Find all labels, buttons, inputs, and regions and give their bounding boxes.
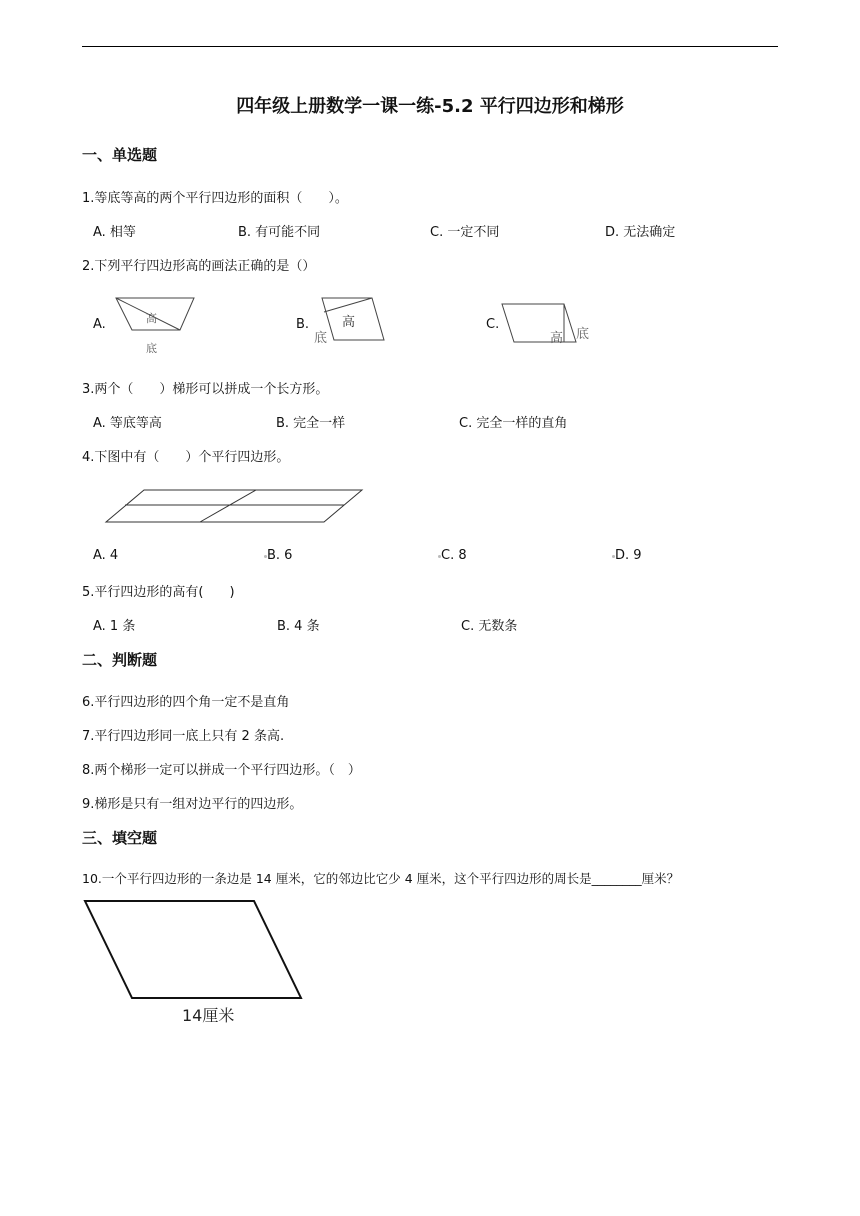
question-1: 1.等底等高的两个平行四边形的面积（ ）。 bbox=[82, 191, 348, 206]
section-heading-single-choice: 一、单选题 bbox=[82, 146, 158, 164]
q2-b-height-label: 高 bbox=[342, 315, 356, 330]
question-10: 10.一个平行四边形的一条边是 14 厘米，它的邻边比它少 4 厘米，这个平行四边形的周长是________厘米？ bbox=[82, 871, 680, 886]
question-7: 7.平行四边形同一底上只有 2 条高. bbox=[82, 729, 285, 744]
question-4: 4.下图中有（ ）个平行四边形。 bbox=[82, 450, 290, 465]
q3-option-a: A. 等底等高 bbox=[93, 416, 162, 431]
q1-option-c: C. 一定不同 bbox=[430, 225, 500, 240]
q2-a-base-label: 底 bbox=[146, 342, 157, 355]
q2-b-base-label: 底 bbox=[314, 331, 328, 346]
q2-a-height-label: 高 bbox=[146, 312, 157, 325]
q2-option-c: C. bbox=[486, 317, 500, 332]
q2-option-a: A. bbox=[93, 317, 106, 332]
q10-figure-label: 14厘米 bbox=[182, 1006, 235, 1025]
q4-option-a: A. 4 bbox=[93, 548, 119, 563]
q3-option-c: C. 完全一样的直角 bbox=[459, 416, 568, 431]
q1-option-b: B. 有可能不同 bbox=[238, 225, 321, 240]
q10-figure bbox=[82, 896, 306, 1030]
question-6: 6.平行四边形的四个角一定不是直角 bbox=[82, 695, 290, 710]
q2-option-b: B. bbox=[296, 317, 310, 332]
q5-option-a: A. 1 条 bbox=[93, 619, 136, 634]
section-heading-fill-blank: 三、填空题 bbox=[82, 829, 158, 847]
q3-option-b: B. 完全一样 bbox=[276, 416, 346, 431]
q1-option-a: A. 相等 bbox=[93, 225, 136, 240]
q4-figure bbox=[104, 486, 366, 526]
q2-c-base-label: 底 bbox=[576, 327, 590, 342]
page-title: 四年级上册数学一课一练-5.2 平行四边形和梯形 bbox=[236, 96, 624, 117]
q4-option-c: C. 8 bbox=[441, 548, 467, 563]
question-5: 5.平行四边形的高有( ) bbox=[82, 585, 235, 600]
q4-option-b: B. 6 bbox=[267, 548, 293, 563]
q2-c-height-label: 高 bbox=[550, 331, 564, 346]
q2-figure-b bbox=[310, 294, 390, 350]
q2-figure-a bbox=[108, 294, 208, 358]
question-3: 3.两个（ ）梯形可以拼成一个长方形。 bbox=[82, 382, 329, 397]
q5-option-b: B. 4 条 bbox=[277, 619, 320, 634]
q2-figure-c bbox=[498, 298, 608, 350]
header-rule bbox=[82, 46, 778, 47]
question-9: 9.梯形是只有一组对边平行的四边形。 bbox=[82, 797, 303, 812]
section-heading-true-false: 二、判断题 bbox=[82, 651, 158, 669]
q4-option-d: D. 9 bbox=[615, 548, 642, 563]
q5-option-c: C. 无数条 bbox=[461, 619, 518, 634]
q1-option-d: D. 无法确定 bbox=[605, 225, 676, 240]
question-2: 2.下列平行四边形高的画法正确的是（） bbox=[82, 259, 316, 274]
question-8: 8.两个梯形一定可以拼成一个平行四边形。（ ） bbox=[82, 763, 361, 778]
